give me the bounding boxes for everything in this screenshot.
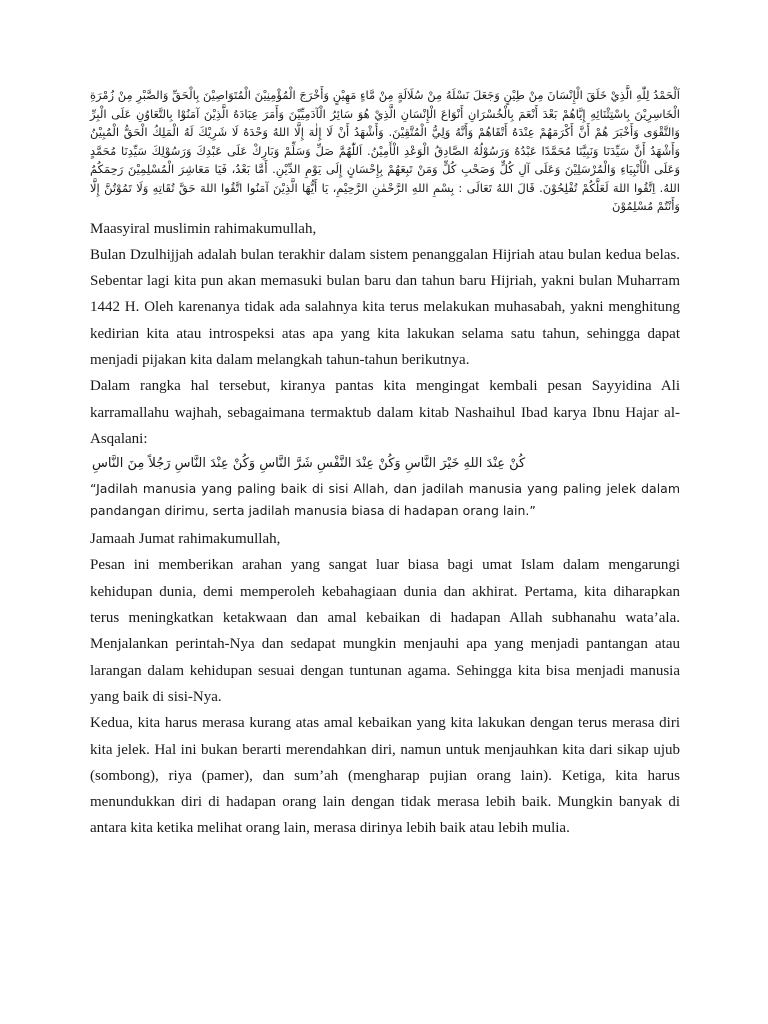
paragraph-2: Dalam rangka hal tersebut, kiranya pantas kita mengingat kembali pesan Sayyidina Ali karramallahu wajhah, sebagaimana termaktub dalam kitab Nashaihul Ibad karya Ibnu Hajar al-Asqalani:	[90, 378, 680, 447]
arabic-quote-text: كُنْ عِنْدَ اللهِ خَيْرَ النَّاسِ وَكُنْ عِنْدَ النَّفْسِ شَرَّ النَّاسِ وَكُنْ عِنْدَ النَّاسِ رَجُلاً مِنَ النَّاسِ	[92, 456, 526, 472]
salutation-2: Jamaah Jumat rahimakumullah,	[90, 531, 281, 548]
salutation-1: Maasyiral muslimin rahimakumullah,	[90, 220, 317, 237]
paragraph-3: Pesan ini memberikan arahan yang sangat luar biasa bagi umat Islam dalam mengarungi kehidupan dunia, demi memperoleh kebahagiaan dunia dan akhirat. Pertama, kita diharapkan terus meningkatkan ketakwaan dan amal kebaikan di hadapan Allah subhanahu wata’ala. Menjalankan perintah-Nya dan sedapat mungkin menjauhi apa yang menjadi pantangan atau larangan dalam kehidupan sesuai dengan tuntunan agama. Sehingga kita bisa menjadi manusia yang baik di sisi-Nya.	[90, 557, 680, 705]
paragraph-4: Kedua, kita harus merasa kurang atas amal kebaikan yang kita lakukan dengan terus merasa diri kita jelek. Hal ini bukan berarti merendahkan diri, namun untuk menjauhkan kita dari sikap ujub (sombong), riya (pamer), dan sum’ah (mengharap pujian orang lain). Ketiga, kita harus menundukkan diri di hadapan orang lain dengan tidak merasa lebih baik. Mungkin banyak di antara kita ketika melihat orang lain, merasa dirinya lebih baik atau lebih mulia.	[90, 715, 680, 837]
quote-translation: “Jadilah manusia yang paling baik di sisi Allah, dan jadilah manusia yang paling jelek dalam pandangan dirimu, serta jadilah manusia biasa di hadapan orang lain.”	[90, 481, 680, 519]
document-page	[90, 86, 680, 842]
arabic-opening-text: اَلْحَمْدُ لِلّٰهِ الَّذِيْ خَلَقَ الْإِنْسَانَ مِنْ طِيْنٍ وَجَعَلَ نَسْلَهُ مِنْ سُلَالَةٍ مِنْ مَّاءٍ مَهِيْنٍ وَأَخْرَجَ الْمُؤْمِنِيْنَ الْمُتَوَاصِيْنَ بِالْحَقِّ وَالصَّبْرِ مِنْ زُمْرَةِ الْخَاسِرِيْنَ بِاسْتِثْنَائِهِ إِيَّاهُمْ بَعْدَ أَنْعَمَ بِالْخُسْرَانِ أَنْوَاعَ الْإِنْسَانِ الَّذِيْ هُوَ سَائِرُ الْآدَمِيِّيْنَ وَأَمَرَ عِبَادَهُ الَّذِيْنَ آمَنُوْا بِالتَّعَاوُنِ عَلَى الْبِرِّ وَالتَّقْوَى وَأَخْبَرَ هُمْ أَنَّ أَكْرَمَهُمْ عِنْدَهُ أَتْقَاهُمْ وَأَنَّهُ وَلِيُّ الْمُتَّقِيْنَ. وَأَشْهَدُ أَنْ لَا إِلٰهَ إِلَّا اللهُ وَحْدَهُ لَا شَرِيْكَ لَهُ الْمَلِكُ الْحَقُّ الْمُبِيْنُ وَأَشْهَدُ أَنَّ سَيِّدَنَا وَنَبِيَّنَا مُحَمَّدًا عَبْدُهُ وَرَسُوْلُهُ الصَّادِقُ الْوَعْدِ الْأَمِيْنُ. اَللّٰهُمَّ صَلِّ وَسَلِّمْ وَبَارِكْ عَلَى عَبْدِكَ وَرَسُوْلِكَ سَيِّدِنَا مُحَمَّدٍ وَعَلَى الْأَنْبِيَاءِ وَالْمُرْسَلِيْنَ وَعَلَى آلِ كُلٍّ وَصَحْبِ كُلٍّ وَمَنْ تَبِعَهُمْ بِإِحْسَانٍ إِلَى يَوْمِ الدِّيْنِ. أَمَّا بَعْدُ، فَيَا مَعَاشِرَ الْمُسْلِمِيْنَ رَحِمَكُمُ اللهُ. اِتَّقُوا اللهَ لَعَلَّكُمْ تُفْلِحُوْنَ. قَالَ اللهُ تَعَالَى : بِسْمِ اللهِ الرَّحْمٰنِ الرَّحِيْمِ، يَا أَيُّهَا الَّذِيْنَ آمَنُوا اتَّقُوا اللهَ حَقَّ تُقَاتِهِ وَلَا تَمُوْتُنَّ إِلَّا وَأَنْتُمْ مُسْلِمُوْنَ	[90, 88, 680, 213]
paragraph-1: Bulan Dzulhijjah adalah bulan terakhir dalam sistem penanggalan Hijriah atau bulan kedua belas. Sebentar lagi kita pun akan memasuki bulan baru dan tahun baru Hijriah, yakni bulan Muharram 1442 H. Oleh karenanya tidak ada salahnya kita terus melakukan muhasabah, yakni menghitung kedirian kita atau introspeksi atas apa yang kita lakukan selama satu tahun, sehingga dapat menjadi pijakan kita dalam melangkah tahun-tahun berikutnya.	[90, 246, 680, 368]
